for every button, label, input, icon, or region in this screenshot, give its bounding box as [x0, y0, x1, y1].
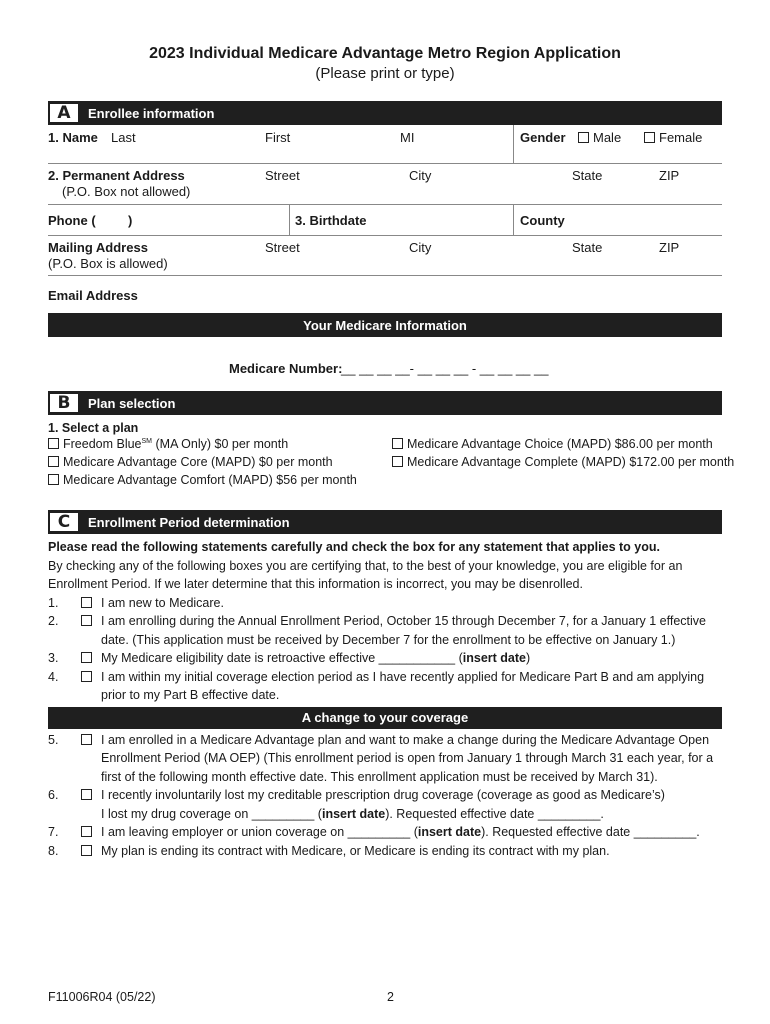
zip-field[interactable]: ZIP: [659, 168, 680, 183]
female-label: Female: [659, 130, 703, 145]
enrollment-intro: By checking any of the following boxes you are certifying that, to the best of your knowledge, you are eligible for an Enrollment Period. If we later determine that this information is incorrect, you may be disenrolled.: [48, 558, 683, 591]
statement-text: My plan is ending its contract with Medicare, or Medicare is ending its contract with my plan.: [101, 843, 610, 858]
page-title: 2023 Individual Medicare Advantage Metro Region Application: [149, 45, 621, 62]
statement-4: [48, 668, 722, 705]
medicare-number-label: Medicare Number:: [229, 361, 343, 376]
section-c-header: [48, 510, 722, 534]
email-row: [48, 276, 722, 313]
page-subtitle: (Please print or type): [315, 65, 455, 82]
insert-date-label: insert date: [417, 825, 482, 839]
plan-label: Medicare Advantage Core (MAPD) $0 per month: [63, 455, 333, 469]
plan-option-core[interactable]: [48, 455, 333, 469]
name-label: 1. Name: [48, 130, 98, 145]
coverage-change-header: [48, 707, 722, 729]
phone-close: ): [128, 213, 133, 228]
section-c-letter: C: [50, 513, 78, 531]
plan-label: Freedom Blue: [63, 437, 142, 451]
statement-7: [48, 823, 722, 842]
medicare-info-header: [48, 313, 722, 337]
female-checkbox[interactable]: [644, 132, 655, 143]
select-plan-label: 1. Select a plan: [48, 421, 139, 435]
statement-number: 6.: [48, 788, 59, 802]
statement-number: 5.: [48, 732, 59, 747]
statement-checkbox[interactable]: [81, 597, 92, 608]
plan-checkbox[interactable]: [48, 438, 59, 449]
medicare-number-field[interactable]: __ __ __ __- __ __ __ - __ __ __ __: [341, 361, 549, 376]
statement-text: [101, 649, 722, 668]
first-name-field[interactable]: First: [265, 130, 291, 145]
statement-checkbox[interactable]: [81, 734, 92, 745]
insert-date-label: insert date: [321, 806, 386, 821]
male-label: Male: [593, 130, 622, 145]
statement-text-line: I recently involuntarily lost my creditable prescription drug coverage (coverage as good as Medicare’s): [101, 788, 665, 802]
medicare-number-row: [48, 337, 722, 391]
medicare-info-label: Your Medicare Information: [303, 317, 467, 333]
birthdate-field[interactable]: 3. Birthdate: [295, 213, 367, 228]
state-field[interactable]: State: [572, 168, 603, 183]
plan-checkbox[interactable]: [48, 456, 59, 467]
statement-text: I am within my initial coverage election period as I have recently applied for Medicare Part B and am applying prior to my Part B effective date.: [101, 669, 705, 702]
statement-8: [48, 842, 722, 861]
mailing-street-field[interactable]: Street: [265, 240, 300, 255]
last-name-field[interactable]: Last: [111, 130, 136, 145]
statement-text-part: ). Requested effective date _________.: [481, 825, 700, 839]
name-row: [48, 125, 722, 164]
mailing-address-row: [48, 236, 722, 276]
permanent-address-row: [48, 164, 722, 205]
section-b-letter: B: [50, 394, 78, 412]
statement-text-part: ): [526, 651, 531, 665]
statement-text-part: I lost my drug coverage on _________ (: [101, 806, 322, 821]
phone-row: [48, 205, 722, 236]
section-c-label: Enrollment Period determination: [88, 514, 290, 530]
section-a-letter: A: [50, 104, 78, 122]
section-b-label: Plan selection: [88, 395, 176, 411]
form-id: F11006R04 (05/22): [48, 990, 156, 1004]
mailing-city-field[interactable]: City: [409, 240, 432, 255]
enrollment-instruction: Please read the following statements carefully and check the box for any statement that applies to you.: [48, 540, 660, 554]
statement-number: 7.: [48, 825, 59, 839]
email-field[interactable]: Email Address: [48, 288, 138, 303]
insert-date-label: insert date: [462, 651, 526, 665]
statement-1: [48, 594, 722, 613]
plan-label: Medicare Advantage Choice (MAPD) $86.00 per month: [407, 437, 713, 451]
plan-option-freedom-blue[interactable]: [48, 437, 288, 451]
statement-number: 2.: [48, 614, 59, 628]
plan-option-comfort[interactable]: [48, 473, 357, 487]
page-number: 2: [387, 990, 394, 1004]
statement-text-part: I am leaving employer or union coverage on _________ (: [101, 825, 418, 839]
mailing-state-field[interactable]: State: [572, 240, 603, 255]
plan-options: [48, 436, 735, 510]
divider: [513, 205, 514, 235]
statement-text-part: ). Requested effective date _________.: [385, 806, 604, 821]
statement-number: 8.: [48, 843, 59, 858]
statement-text: I am enrolling during the Annual Enrollment Period, October 15 through December 7, for a January 1 effective date. (This application must be received by December 7 for the enrollment to be effective on January 1.): [101, 614, 706, 647]
statement-checkbox[interactable]: [81, 615, 92, 626]
gender-label: Gender: [520, 130, 566, 145]
statement-text: [101, 823, 722, 842]
male-checkbox[interactable]: [578, 132, 589, 143]
mailing-zip-field[interactable]: ZIP: [659, 240, 680, 255]
divider: [513, 125, 514, 163]
statement-2: [48, 612, 722, 649]
statement-6: [48, 786, 722, 823]
statement-checkbox[interactable]: [81, 826, 92, 837]
plan-checkbox[interactable]: [392, 438, 403, 449]
plan-checkbox[interactable]: [392, 456, 403, 467]
coverage-change-label: A change to your coverage: [301, 710, 469, 725]
statement-text: I am enrolled in a Medicare Advantage plan and want to make a change during the Medicare Advantage Open Enrollment Period (MA OEP) (This enrollment period is open from January 1 through March 31 each year, for a first of the following month effective date. This enrollment application must be received by March 31).: [101, 732, 714, 784]
statement-number: 3.: [48, 651, 59, 665]
section-b-header: [48, 391, 722, 415]
plan-label: Medicare Advantage Comfort (MAPD) $56 per month: [63, 473, 357, 487]
statement-checkbox[interactable]: [81, 652, 92, 663]
statement-text-part: My Medicare eligibility date is retroactive effective ___________ (: [101, 651, 463, 665]
plan-label-rest: (MA Only) $0 per month: [152, 437, 289, 451]
street-field[interactable]: Street: [265, 168, 300, 183]
statement-checkbox[interactable]: [81, 845, 92, 856]
statement-checkbox[interactable]: [81, 789, 92, 800]
section-a-label: Enrollee information: [88, 105, 215, 121]
statement-text: I am new to Medicare.: [101, 595, 224, 610]
permanent-address-label: 2. Permanent Address: [48, 168, 185, 183]
statement-3: [48, 649, 722, 668]
section-a-header: [48, 101, 722, 125]
plan-label: Medicare Advantage Complete (MAPD) $172.00 per month: [407, 455, 735, 469]
service-mark: SM: [141, 437, 153, 445]
application-page: [48, 0, 735, 860]
middle-initial-field[interactable]: MI: [400, 130, 415, 145]
mailing-address-label: Mailing Address: [48, 240, 148, 255]
male-option[interactable]: [578, 130, 621, 145]
statement-text: [101, 786, 722, 823]
mailing-address-note: (P.O. Box is allowed): [48, 256, 168, 271]
city-field[interactable]: City: [409, 168, 432, 183]
divider: [289, 205, 290, 235]
county-field[interactable]: County: [520, 213, 565, 228]
plan-option-choice[interactable]: [392, 437, 713, 451]
phone-label[interactable]: Phone (: [48, 213, 96, 228]
plan-option-complete[interactable]: [392, 455, 734, 469]
statement-5: [48, 731, 722, 787]
plan-checkbox[interactable]: [48, 474, 59, 485]
statement-checkbox[interactable]: [81, 671, 92, 682]
statement-number: 1.: [48, 595, 59, 610]
permanent-address-note: (P.O. Box not allowed): [62, 184, 191, 199]
statement-number: 4.: [48, 669, 59, 684]
female-option[interactable]: [644, 130, 702, 145]
